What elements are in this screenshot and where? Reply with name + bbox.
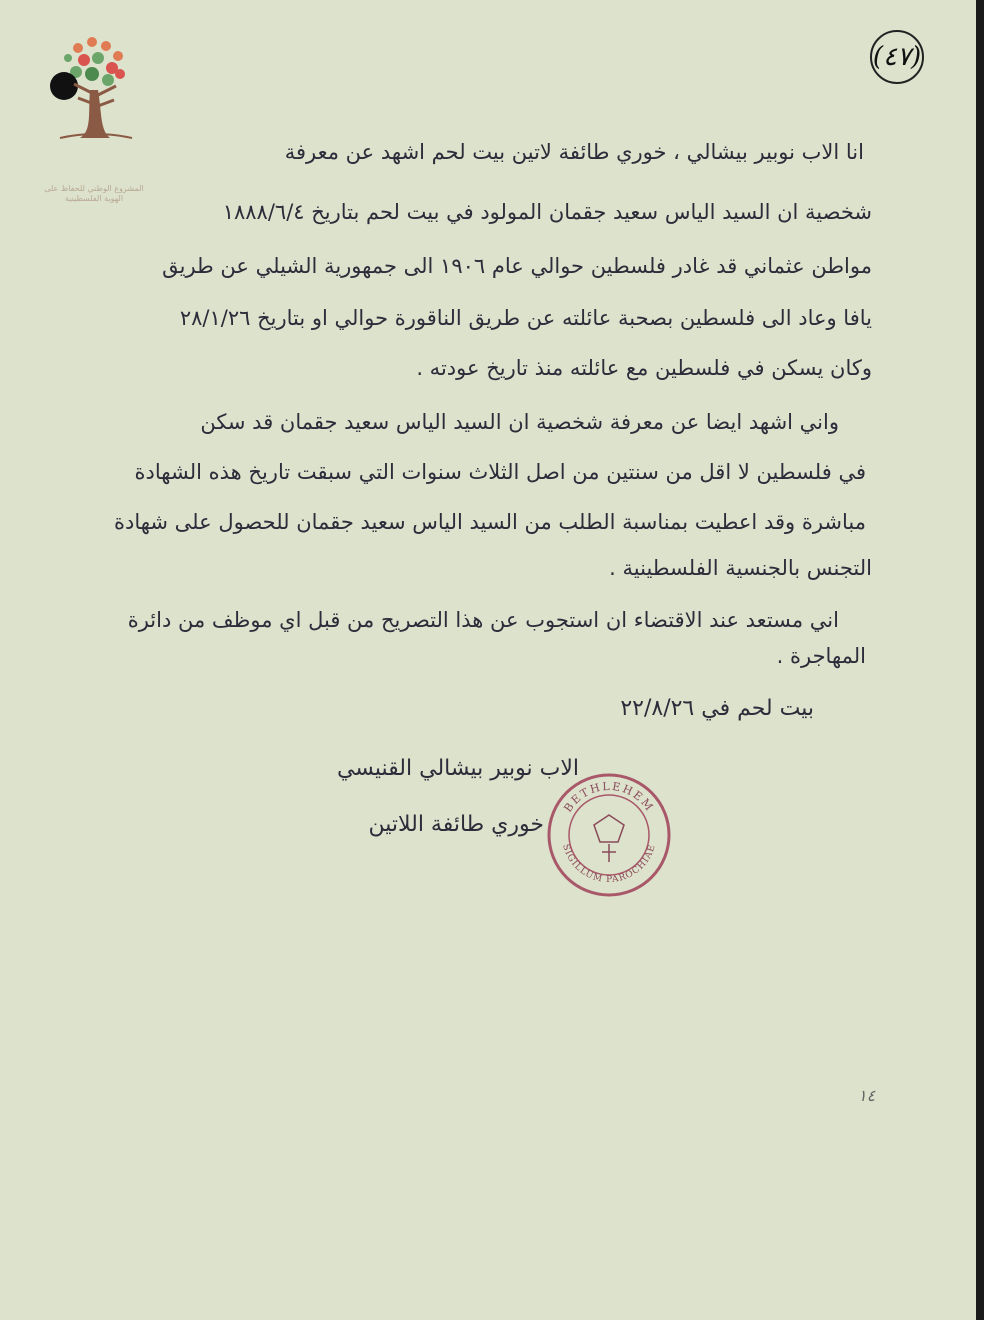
letter-line-5: وكان يسكن في فلسطين مع عائلته منذ تاريخ عودته . [416,356,872,380]
watermark-logo [40,34,150,204]
stamp-bottom-text: SIGILLUM PAROCHIAE [560,843,658,886]
letter-line-8: مباشرة وقد اعطيت بمناسبة الطلب من السيد الياس سعيد جقمان للحصول على شهادة [113,510,866,534]
parish-stamp [544,770,674,900]
letter-line-2: شخصية ان السيد الياس سعيد جقمان المولود في بيت لحم بتاريخ ١٨٨٨/٦/٤ [222,200,872,224]
family-tree-logo-icon [40,34,150,184]
letter-line-11: المهاجرة . [776,644,866,668]
date-line: بيت لحم في ٢٢/٨/٢٦ [620,696,814,721]
page-number: (٤٧) [872,42,922,72]
stamp-top-text: BETHLEHEM [561,779,657,815]
watermark-caption: المشروع الوطني للحفاظ على الهوية الفلسطينية [44,184,144,203]
signature-title: خوري طائفة اللاتين [368,812,544,837]
signature-name: الاب نوبير بيشالي القنيسي [336,756,579,781]
page-number-circle [870,30,924,84]
parish-seal-icon [544,770,674,900]
letter-line-9: التجنس بالجنسية الفلسطينية . [609,556,872,580]
letter-line-3: مواطن عثماني قد غادر فلسطين حوالي عام ١٩٠٦ الى جمهورية الشيلي عن طريق [162,254,872,278]
footer-mark: ١٤ [858,1086,876,1105]
letter-line-6: واني اشهد ايضا عن معرفة شخصية ان السيد الياس سعيد جقمان قد سكن [200,410,839,434]
letter-line-4: يافا وعاد الى فلسطين بصحبة عائلته عن طريق الناقورة حوالي او بتاريخ ٢٨/١/٢٦ [179,306,872,330]
letter-line-7: في فلسطين لا اقل من سنتين من اصل الثلاث سنوات التي سبقت تاريخ هذه الشهادة [134,460,866,484]
letter-line-10: اني مستعد عند الاقتضاء ان استجوب عن هذا التصريح من قبل اي موظف من دائرة [127,608,839,632]
letter-line-1: انا الاب نوبير بيشالي ، خوري طائفة لاتين بيت لحم اشهد عن معرفة [284,140,864,164]
scan-edge [976,0,984,1320]
